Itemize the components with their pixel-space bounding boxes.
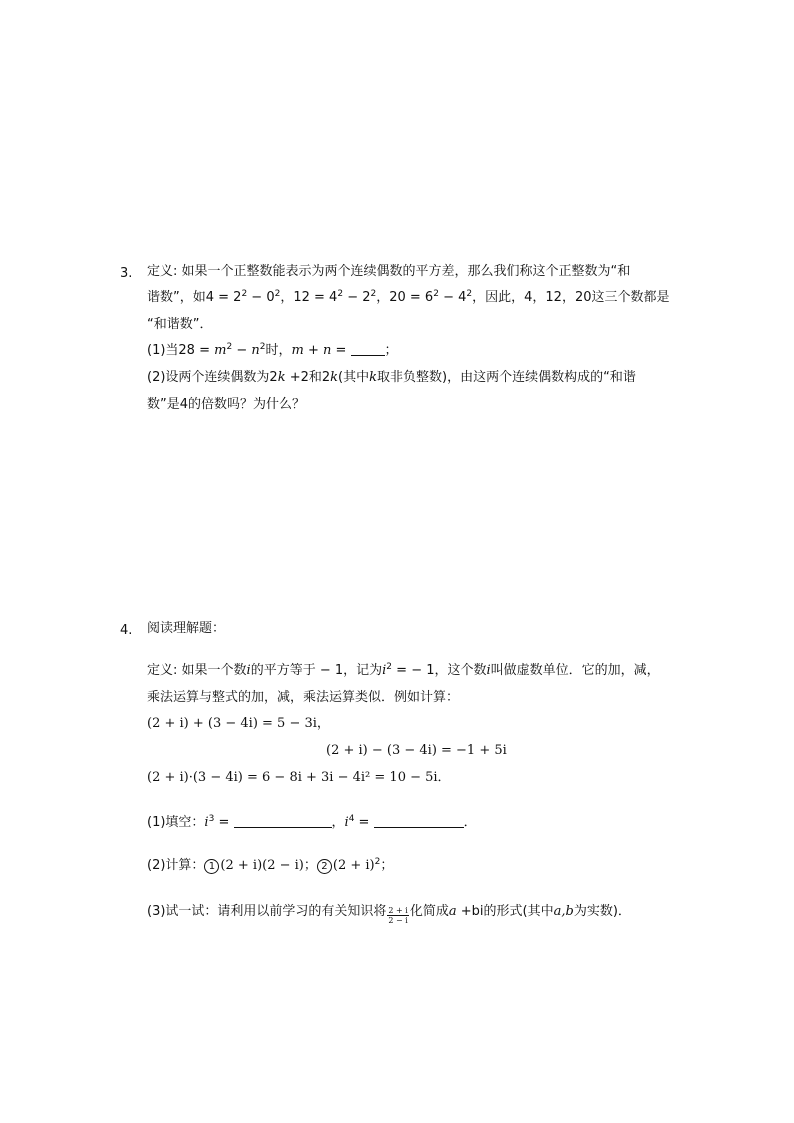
question-number: 4.	[120, 623, 133, 638]
q4-example-1: (2 + i) + (3 − 4i) = 5 − 3i，	[147, 716, 330, 731]
question-number: 3.	[120, 266, 133, 281]
q3-definition-line3: “和谐数”．	[147, 317, 213, 332]
q4-definition-line1: 定义: 如果一个数i的平方等于 − 1，记为$i^2$ = − 1，这个数i叫做虚数单位．它的加，减，	[147, 662, 660, 678]
q4-definition-line2: 乘法运算与整式的加，减，乘法运算类似．例如计算：	[147, 690, 460, 705]
q4-part2: (2)计算： 1 (2 + i)(2 − i)； 2 $(2 + i)^2$；	[147, 857, 394, 873]
q3-part2: (2)设两个连续偶数为2k +2和2k(其中k取非负整数)，由这两个连续偶数构成的“和谐	[147, 370, 636, 385]
q4-part3: (3)试一试：请利用以前学习的有关知识将 $\frac{2 + i}{2 - i}$ 化简成a +bi的形式(其中a,b为实数)．	[147, 904, 631, 925]
answer-blank[interactable]	[234, 814, 332, 828]
q3-definition-line1: 定义: 如果一个正整数能表示为两个连续偶数的平方差，那么我们称这个正整数为“和	[147, 264, 631, 279]
q4-example-3: (2 + i)·(3 − 4i) = 6 − 8i + 3i − 4i² = 10 − 5i．	[147, 770, 451, 785]
fraction: $\frac{2 + i}{2 - i}$	[388, 906, 408, 925]
circled-number-icon: 1	[204, 859, 219, 874]
answer-blank[interactable]	[374, 814, 464, 828]
q3-part2-line2: 数”是4的倍数吗？为什么？	[147, 397, 306, 412]
q4-example-2: (2 + i) − (3 − 4i) = −1 + 5i	[326, 743, 507, 758]
q3-definition-line2: 谐数”，如$4 = 2^2 - 0^2$，$12 = 4^2 - 2^2$，$20 = 6^2 - 4^2$，因此，4，12，20这三个数都是	[147, 289, 670, 305]
answer-blank[interactable]	[351, 342, 385, 356]
q4-part1: (1)填空：$i^3$ = ，$i^4$ = ．	[147, 814, 477, 830]
circled-number-icon: 2	[317, 859, 332, 874]
q4-heading: 阅读理解题：	[147, 621, 226, 636]
q3-part1: (1)当$28 = m^2 - n^2$时，m + n = ；	[147, 342, 398, 358]
